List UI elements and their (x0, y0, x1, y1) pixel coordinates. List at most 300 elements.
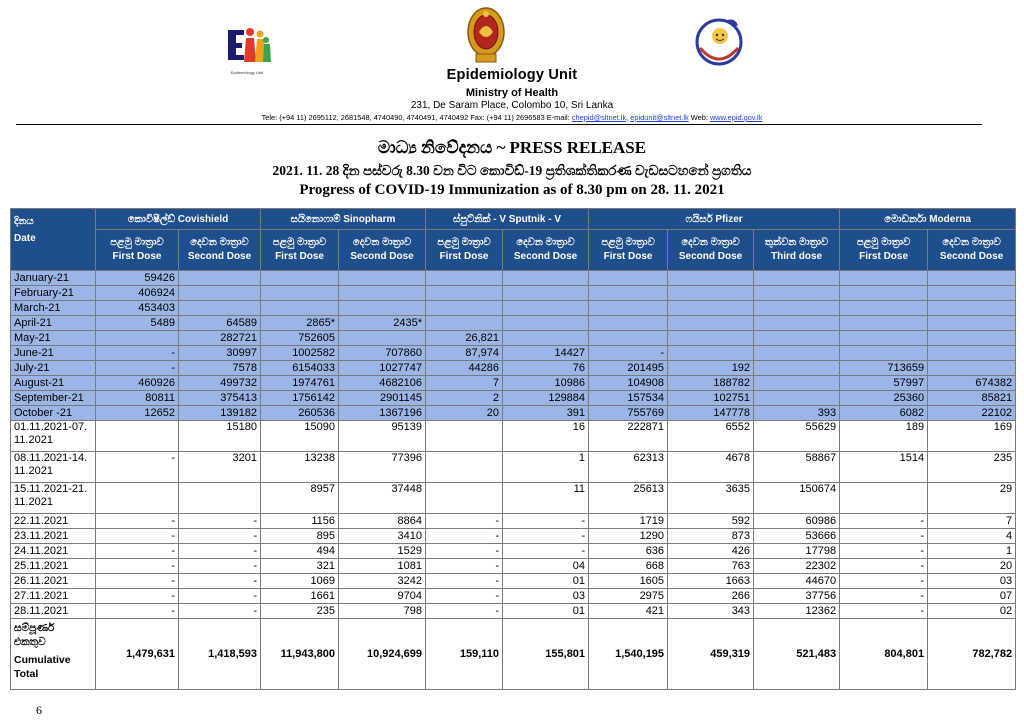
table-row (11, 421, 1016, 452)
value-cell (754, 316, 840, 331)
value-cell (96, 483, 179, 514)
value-cell (179, 301, 261, 316)
total-value: 804,801 (840, 619, 928, 690)
value-cell: 2435* (339, 316, 426, 331)
value-cell: 222871 (589, 421, 668, 452)
value-cell: 1069 (261, 574, 339, 589)
value-cell: 426 (668, 544, 754, 559)
date-cell: 22.11.2021 (11, 514, 96, 529)
value-cell: 6552 (668, 421, 754, 452)
table-row (11, 574, 1016, 589)
value-cell: 147778 (668, 406, 754, 421)
value-cell (840, 301, 928, 316)
value-cell: 188782 (668, 376, 754, 391)
table-row (11, 604, 1016, 619)
value-cell (261, 301, 339, 316)
table-row (11, 406, 1016, 421)
total-label (11, 619, 96, 690)
value-cell: - (179, 589, 261, 604)
value-cell: 03 (928, 574, 1016, 589)
value-cell (589, 301, 668, 316)
email-link-chepid[interactable]: chepid@sltnet.lk (571, 113, 627, 122)
value-cell: 3242 (339, 574, 426, 589)
value-cell: 15090 (261, 421, 339, 452)
value-cell: 494 (261, 544, 339, 559)
value-cell (928, 271, 1016, 286)
date-cell: January-21 (11, 271, 96, 286)
value-cell: - (179, 544, 261, 559)
value-cell: 713659 (840, 361, 928, 376)
value-cell: 873 (668, 529, 754, 544)
value-cell: 64589 (179, 316, 261, 331)
page-number: 6 (36, 703, 42, 717)
value-cell: 16 (503, 421, 589, 452)
value-cell: 1 (928, 544, 1016, 559)
value-cell: 12652 (96, 406, 179, 421)
value-cell: 499732 (179, 376, 261, 391)
dose-header-si: තුන්වන මාත්‍රාව (764, 237, 829, 248)
value-cell (754, 271, 840, 286)
total-value: 1,418,593 (179, 619, 261, 690)
value-cell: 755769 (589, 406, 668, 421)
value-cell: 37756 (754, 589, 840, 604)
value-cell: 4 (928, 529, 1016, 544)
value-cell: 1156 (261, 514, 339, 529)
value-cell (96, 331, 179, 346)
value-cell: 02 (928, 604, 1016, 619)
value-cell: 37448 (339, 483, 426, 514)
value-cell (840, 483, 928, 514)
value-cell: 2901145 (339, 391, 426, 406)
dose-header-en: First Dose (603, 251, 653, 262)
value-cell: - (503, 514, 589, 529)
value-cell: 3410 (339, 529, 426, 544)
value-cell: 1027747 (339, 361, 426, 376)
value-cell (668, 331, 754, 346)
value-cell: 321 (261, 559, 339, 574)
value-cell (339, 301, 426, 316)
value-cell: 102751 (668, 391, 754, 406)
header-rule (16, 124, 982, 125)
date-cell: August-21 (11, 376, 96, 391)
dose-header (840, 230, 928, 271)
value-cell: 55629 (754, 421, 840, 452)
value-cell: - (503, 544, 589, 559)
dose-header-en: First Dose (112, 251, 162, 262)
value-cell: 260536 (261, 406, 339, 421)
value-cell: 22102 (928, 406, 1016, 421)
value-cell: 57997 (840, 376, 928, 391)
total-value: 782,782 (928, 619, 1016, 690)
contact-separator: , (626, 113, 631, 122)
value-cell (96, 421, 179, 452)
value-cell: - (426, 514, 503, 529)
value-cell: 1081 (339, 559, 426, 574)
value-cell (928, 346, 1016, 361)
value-cell: 9704 (339, 589, 426, 604)
value-cell: 2865* (261, 316, 339, 331)
value-cell: 375413 (179, 391, 261, 406)
dose-header-si: පළමු මාත්‍රාව (856, 237, 911, 248)
vaccine-header-sputnik: ස්පුට්නික් - V Sputnik - V (426, 209, 589, 230)
table-row (11, 301, 1016, 316)
value-cell (840, 346, 928, 361)
value-cell (339, 271, 426, 286)
table-row (11, 589, 1016, 604)
value-cell: 01 (503, 604, 589, 619)
value-cell: 11 (503, 483, 589, 514)
date-cell: October -21 (11, 406, 96, 421)
date-cell: 25.11.2021 (11, 559, 96, 574)
value-cell: 20 (426, 406, 503, 421)
logo-caption: Epidemiology Unit (230, 70, 264, 75)
value-cell: 13238 (261, 452, 339, 483)
value-cell: 12362 (754, 604, 840, 619)
value-cell (928, 361, 1016, 376)
value-cell (179, 483, 261, 514)
value-cell (426, 421, 503, 452)
value-cell (589, 271, 668, 286)
value-cell (840, 331, 928, 346)
national-emblem-logo (464, 4, 508, 66)
value-cell (179, 271, 261, 286)
dose-header-si: දෙවන මාත්‍රාව (942, 237, 1001, 248)
value-cell: 26,821 (426, 331, 503, 346)
value-cell: 6154033 (261, 361, 339, 376)
value-cell: 3635 (668, 483, 754, 514)
dose-header-en: First Dose (439, 251, 489, 262)
value-cell: 282721 (179, 331, 261, 346)
date-cell: July-21 (11, 361, 96, 376)
value-cell: - (840, 529, 928, 544)
value-cell: 4682106 (339, 376, 426, 391)
value-cell (928, 331, 1016, 346)
value-cell (754, 391, 840, 406)
value-cell: 59426 (96, 271, 179, 286)
value-cell: - (840, 544, 928, 559)
dose-header (96, 230, 179, 271)
value-cell: 1719 (589, 514, 668, 529)
value-cell: 1974761 (261, 376, 339, 391)
dose-header-en: Second Dose (939, 251, 1004, 262)
dose-header-si: දෙවන මාත්‍රාව (352, 237, 412, 248)
value-cell: - (96, 346, 179, 361)
value-cell (928, 286, 1016, 301)
contact-phone-fax: Tele: (+94 11) 2695112, 2681548, 4740490, 4740491, 4740492 Fax: (+94 11) 2696583 E-mail: (261, 113, 572, 122)
contact-line (0, 113, 1024, 122)
date-header-si: දිනය (14, 216, 34, 227)
value-cell: - (179, 529, 261, 544)
value-cell: 76 (503, 361, 589, 376)
value-cell: 10986 (503, 376, 589, 391)
total-value: 459,319 (668, 619, 754, 690)
table-row (11, 376, 1016, 391)
table-row (11, 271, 1016, 286)
table-row (11, 559, 1016, 574)
value-cell: 53666 (754, 529, 840, 544)
value-cell (668, 286, 754, 301)
value-cell: 1 (503, 452, 589, 483)
value-cell (754, 301, 840, 316)
value-cell: 7578 (179, 361, 261, 376)
value-cell: 25613 (589, 483, 668, 514)
date-cell: 28.11.2021 (11, 604, 96, 619)
value-cell: 22302 (754, 559, 840, 574)
value-cell: - (840, 589, 928, 604)
dose-header (503, 230, 589, 271)
total-value: 1,540,195 (589, 619, 668, 690)
value-cell: 406924 (96, 286, 179, 301)
value-cell: 150674 (754, 483, 840, 514)
value-cell (668, 346, 754, 361)
value-cell: - (840, 574, 928, 589)
value-cell (426, 271, 503, 286)
value-cell: - (589, 346, 668, 361)
value-cell: 77396 (339, 452, 426, 483)
total-value: 155,801 (503, 619, 589, 690)
table-row (11, 529, 1016, 544)
english-subtitle: Progress of COVID-19 Immunization as of 8.30 pm on 28. 11. 2021 (299, 182, 725, 198)
value-cell (261, 286, 339, 301)
dose-header (589, 230, 668, 271)
value-cell: 7 (928, 514, 1016, 529)
table-row (11, 346, 1016, 361)
value-cell: 674382 (928, 376, 1016, 391)
value-cell: - (426, 544, 503, 559)
value-cell: - (96, 544, 179, 559)
value-cell: 95139 (339, 421, 426, 452)
dose-header-en: Second Dose (350, 251, 414, 262)
national-immunization-programme-logo (690, 14, 748, 70)
value-cell: 03 (503, 589, 589, 604)
value-cell: - (96, 574, 179, 589)
email-link-epidunit[interactable]: epidunit@sltnet.lk (630, 113, 689, 122)
total-label-en: Cumulative Total (14, 654, 71, 680)
value-cell (840, 271, 928, 286)
sinhala-subtitle: 2021. 11. 28 දින පස්වරු 8.30 වන විට කොවිඩ්-19 ප්‍රතිශක්තිකරණ වැඩසටහනේ ප්‍රගතිය (272, 163, 752, 178)
total-value: 521,483 (754, 619, 840, 690)
value-cell: - (179, 559, 261, 574)
org-name: Epidemiology Unit (446, 67, 578, 83)
dose-header (179, 230, 261, 271)
value-cell (668, 271, 754, 286)
value-cell: - (96, 514, 179, 529)
value-cell: - (179, 604, 261, 619)
date-cell: 08.11.2021-14.11.2021 (11, 452, 96, 483)
value-cell (426, 286, 503, 301)
value-cell: - (840, 514, 928, 529)
date-cell: February-21 (11, 286, 96, 301)
value-cell: - (96, 361, 179, 376)
value-cell: 460926 (96, 376, 179, 391)
value-cell (426, 301, 503, 316)
value-cell (668, 316, 754, 331)
value-cell: 752605 (261, 331, 339, 346)
value-cell: 2 (426, 391, 503, 406)
value-cell: - (96, 559, 179, 574)
date-cell: March-21 (11, 301, 96, 316)
value-cell: 01 (503, 574, 589, 589)
value-cell: - (179, 574, 261, 589)
value-cell: - (426, 589, 503, 604)
value-cell: 5489 (96, 316, 179, 331)
vaccine-header-pfizer: ෆයිසර් Pfizer (589, 209, 840, 230)
value-cell: 15180 (179, 421, 261, 452)
value-cell: 391 (503, 406, 589, 421)
dose-header (668, 230, 754, 271)
value-cell: 14427 (503, 346, 589, 361)
dose-header (754, 230, 840, 271)
dose-header-si: දෙවන මාත්‍රාව (681, 237, 740, 248)
dose-header-row (11, 230, 1016, 271)
date-header-en: Date (14, 233, 36, 244)
value-cell: 1661 (261, 589, 339, 604)
value-cell (503, 286, 589, 301)
value-cell (928, 301, 1016, 316)
value-cell: 343 (668, 604, 754, 619)
table-row (11, 483, 1016, 514)
dose-header-en: First Dose (859, 251, 909, 262)
value-cell: 2975 (589, 589, 668, 604)
total-label-si: සම්පූර්ණ එකතුව (14, 622, 55, 648)
value-cell: 17798 (754, 544, 840, 559)
value-cell: 1367196 (339, 406, 426, 421)
value-cell: - (96, 529, 179, 544)
total-value: 11,943,800 (261, 619, 339, 690)
dose-header-en: Third dose (771, 251, 823, 262)
value-cell: 4678 (668, 452, 754, 483)
table-row (11, 331, 1016, 346)
press-release-title: මාධ්‍ය නිවේදනය ~ PRESS RELEASE (377, 138, 647, 157)
dose-header-si: දෙවන මාත්‍රාව (190, 237, 249, 248)
value-cell: 235 (261, 604, 339, 619)
value-cell: 58867 (754, 452, 840, 483)
value-cell: 1290 (589, 529, 668, 544)
value-cell: 80811 (96, 391, 179, 406)
value-cell: 139182 (179, 406, 261, 421)
value-cell: 85821 (928, 391, 1016, 406)
value-cell: 393 (754, 406, 840, 421)
value-cell: - (840, 604, 928, 619)
table-row (11, 286, 1016, 301)
dose-header-si: පළමු මාත්‍රාව (601, 237, 655, 248)
value-cell: 1529 (339, 544, 426, 559)
value-cell: 62313 (589, 452, 668, 483)
value-cell: 6082 (840, 406, 928, 421)
value-cell: - (179, 514, 261, 529)
value-cell: 1605 (589, 574, 668, 589)
dose-header-si: පළමු මාත්‍රාව (437, 237, 491, 248)
table-row (11, 544, 1016, 559)
value-cell: - (96, 452, 179, 483)
value-cell: - (503, 529, 589, 544)
dose-header-si: පළමු මාත්‍රාව (272, 237, 327, 248)
value-cell (928, 316, 1016, 331)
value-cell: 1756142 (261, 391, 339, 406)
dose-header (928, 230, 1016, 271)
value-cell (589, 316, 668, 331)
value-cell: 798 (339, 604, 426, 619)
value-cell: 1002582 (261, 346, 339, 361)
ministry-name: Ministry of Health (465, 87, 559, 99)
value-cell: 266 (668, 589, 754, 604)
value-cell: 1514 (840, 452, 928, 483)
value-cell: 169 (928, 421, 1016, 452)
value-cell (339, 286, 426, 301)
vaccine-header-sinopharm: සයිනොෆාම් Sinopharm (261, 209, 426, 230)
value-cell: 1663 (668, 574, 754, 589)
table-row (11, 316, 1016, 331)
value-cell: 87,974 (426, 346, 503, 361)
value-cell (261, 271, 339, 286)
vaccine-header-moderna: මොඩර්නා Moderna (840, 209, 1016, 230)
value-cell: 44670 (754, 574, 840, 589)
value-cell: 7 (426, 376, 503, 391)
value-cell (503, 271, 589, 286)
value-cell: 895 (261, 529, 339, 544)
value-cell: 20 (928, 559, 1016, 574)
date-cell: 27.11.2021 (11, 589, 96, 604)
date-cell: May-21 (11, 331, 96, 346)
vaccine-header-row (11, 209, 1016, 230)
value-cell (589, 286, 668, 301)
immunization-table (10, 208, 1016, 690)
value-cell: 07 (928, 589, 1016, 604)
total-value: 1,479,631 (96, 619, 179, 690)
value-cell (668, 301, 754, 316)
total-value: 10,924,699 (339, 619, 426, 690)
value-cell: 104908 (589, 376, 668, 391)
date-cell: April-21 (11, 316, 96, 331)
value-cell (754, 331, 840, 346)
value-cell: 3201 (179, 452, 261, 483)
value-cell: - (426, 559, 503, 574)
value-cell: 636 (589, 544, 668, 559)
table-row (11, 361, 1016, 376)
dose-header-en: Second Dose (678, 251, 743, 262)
value-cell (179, 286, 261, 301)
value-cell (503, 316, 589, 331)
total-value: 159,110 (426, 619, 503, 690)
value-cell: - (426, 604, 503, 619)
table-row (11, 514, 1016, 529)
value-cell: 192 (668, 361, 754, 376)
date-cell: 24.11.2021 (11, 544, 96, 559)
dose-header-en: First Dose (275, 251, 324, 262)
value-cell: 8957 (261, 483, 339, 514)
value-cell: 707860 (339, 346, 426, 361)
value-cell: 29 (928, 483, 1016, 514)
web-link[interactable]: www.epid.gov.lk (709, 113, 763, 122)
value-cell (754, 361, 840, 376)
value-cell: - (96, 589, 179, 604)
dose-header (339, 230, 426, 271)
date-cell: June-21 (11, 346, 96, 361)
value-cell (840, 286, 928, 301)
date-cell: 01.11.2021-07.11.2021 (11, 421, 96, 452)
value-cell: 30997 (179, 346, 261, 361)
table-row (11, 452, 1016, 483)
dose-header-en: Second Dose (513, 251, 578, 262)
value-cell (426, 316, 503, 331)
value-cell: - (426, 574, 503, 589)
value-cell: 60986 (754, 514, 840, 529)
value-cell (840, 316, 928, 331)
value-cell: - (96, 604, 179, 619)
value-cell: 25360 (840, 391, 928, 406)
value-cell (589, 331, 668, 346)
value-cell: 189 (840, 421, 928, 452)
